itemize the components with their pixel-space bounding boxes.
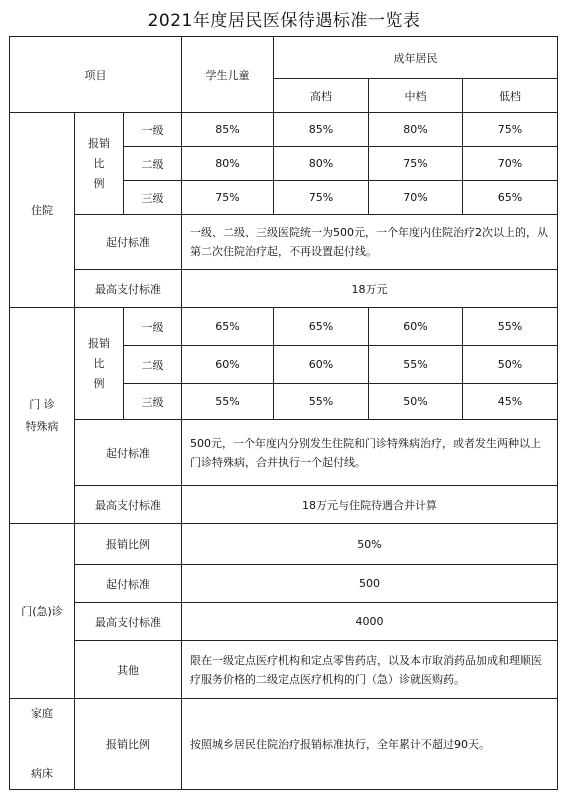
- max-payment-value: 18万元与住院待遇合并计算: [182, 486, 558, 524]
- header-adult: 成年居民: [274, 37, 558, 79]
- section-chronic: 门 诊 特殊病: [10, 308, 75, 524]
- value-cell: 80%: [274, 147, 369, 181]
- deductible-label: 起付标准: [75, 565, 182, 603]
- max-payment-label: 最高支付标准: [75, 270, 182, 308]
- value-cell: 50%: [369, 384, 463, 420]
- deductible-text: 500元，一个年度内分别发生住院和门诊特殊病治疗，或者发生两种以上门诊特殊病，合并执行一个起付线。: [182, 420, 558, 486]
- header-high: 高档: [274, 79, 369, 113]
- ratio-label: 报销 比 例: [75, 113, 124, 215]
- value-cell: 65%: [463, 181, 558, 215]
- deductible-value: 500: [182, 565, 558, 603]
- value-cell: 75%: [274, 181, 369, 215]
- table-row: [10, 420, 558, 486]
- section-home-bed: 家庭 病床: [10, 699, 75, 790]
- value-cell: 80%: [182, 147, 274, 181]
- table-row: [10, 308, 558, 346]
- value-cell: 55%: [274, 384, 369, 420]
- value-cell: 55%: [463, 308, 558, 346]
- page-title: 2021年度居民医保待遇标准一览表: [147, 11, 421, 31]
- section-emergency: 门(急)诊: [10, 524, 75, 699]
- value-cell: 50%: [463, 346, 558, 384]
- value-cell: 55%: [182, 384, 274, 420]
- table-row: [10, 524, 558, 565]
- value-cell: 60%: [182, 346, 274, 384]
- other-text: 限在一级定点医疗机构和定点零售药店，以及本市取消药品加成和理顺医疗服务价格的二级定点医疗机构的门（急）诊就医购药。: [182, 641, 558, 699]
- value-cell: 70%: [463, 147, 558, 181]
- max-payment-label: 最高支付标准: [75, 486, 182, 524]
- header-item: 项目: [10, 37, 182, 113]
- value-cell: 75%: [463, 113, 558, 147]
- home-bed-text: 按照城乡居民住院治疗报销标准执行，全年累计不超过90天。: [182, 699, 558, 790]
- deductible-text: 一级、二级、三级医院统一为500元，一个年度内住院治疗2次以上的，从第二次住院治疗起，不再设置起付线。: [182, 215, 558, 270]
- table-row: [10, 641, 558, 699]
- benefit-table: [9, 36, 558, 790]
- level-label: 三级: [124, 181, 182, 215]
- other-label: 其他: [75, 641, 182, 699]
- value-cell: 85%: [274, 113, 369, 147]
- table-row: [10, 486, 558, 524]
- header-student: 学生儿童: [182, 37, 274, 113]
- level-label: 三级: [124, 384, 182, 420]
- header-low: 低档: [463, 79, 558, 113]
- ratio-label: 报销 比 例: [75, 308, 124, 420]
- value-cell: 45%: [463, 384, 558, 420]
- level-label: 二级: [124, 147, 182, 181]
- ratio-label: 报销比例: [75, 699, 182, 790]
- value-cell: 80%: [369, 113, 463, 147]
- value-cell: 85%: [182, 113, 274, 147]
- value-cell: 75%: [182, 181, 274, 215]
- level-label: 一级: [124, 113, 182, 147]
- table-row: [10, 603, 558, 641]
- max-payment-label: 最高支付标准: [75, 603, 182, 641]
- table-row: [10, 565, 558, 603]
- ratio-value: 50%: [182, 524, 558, 565]
- table-row: [10, 699, 558, 790]
- header-row: [10, 37, 558, 79]
- value-cell: 60%: [369, 308, 463, 346]
- value-cell: 60%: [274, 346, 369, 384]
- value-cell: 65%: [182, 308, 274, 346]
- value-cell: 55%: [369, 346, 463, 384]
- section-inpatient: 住院: [10, 113, 75, 308]
- max-payment-value: 18万元: [182, 270, 558, 308]
- ratio-label: 报销比例: [75, 524, 182, 565]
- max-payment-value: 4000: [182, 603, 558, 641]
- value-cell: 75%: [369, 147, 463, 181]
- value-cell: 70%: [369, 181, 463, 215]
- header-mid: 中档: [369, 79, 463, 113]
- table-row: [10, 113, 558, 147]
- table-row: [10, 270, 558, 308]
- deductible-label: 起付标准: [75, 215, 182, 270]
- deductible-label: 起付标准: [75, 420, 182, 486]
- table-row: [10, 215, 558, 270]
- level-label: 二级: [124, 346, 182, 384]
- level-label: 一级: [124, 308, 182, 346]
- value-cell: 65%: [274, 308, 369, 346]
